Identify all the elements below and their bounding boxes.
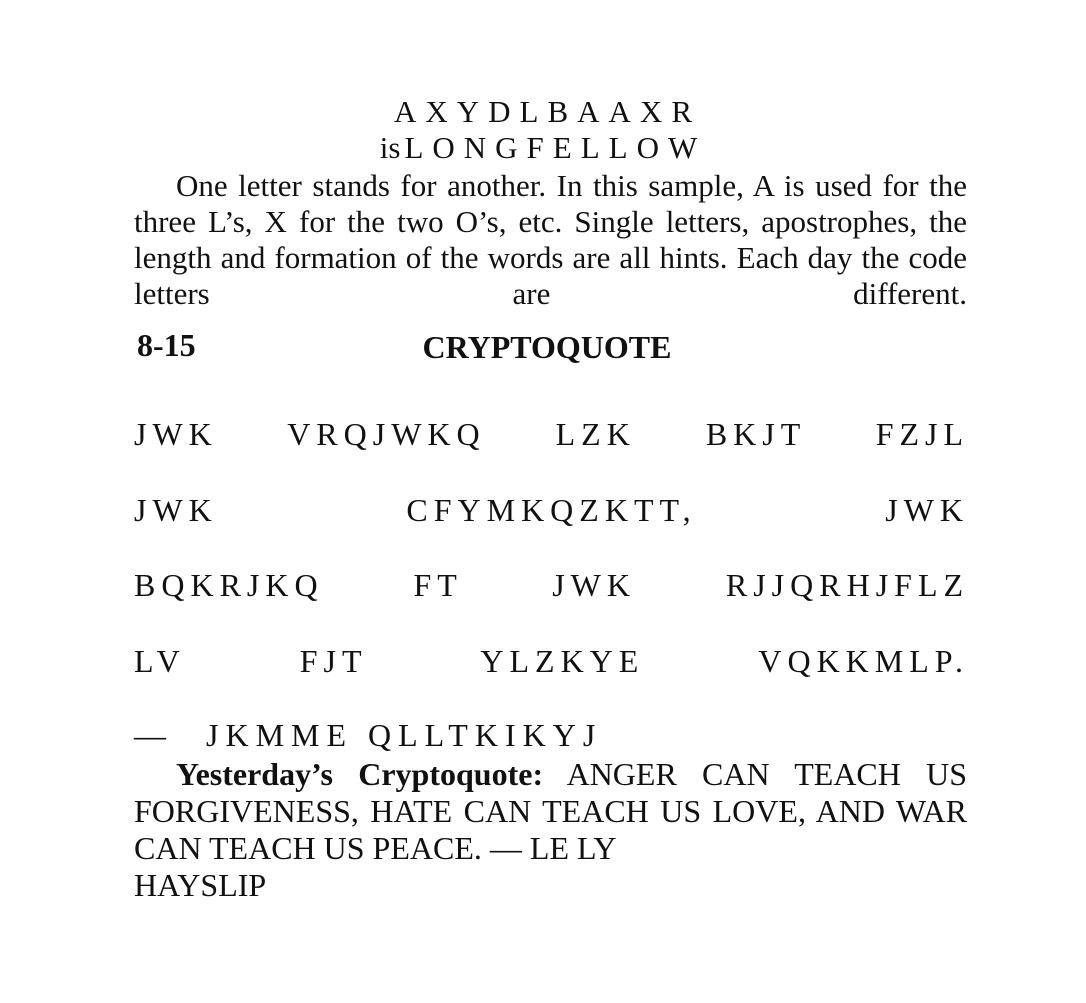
cipher-author-line [134, 716, 602, 754]
cipher-word: VQKKMLP. [758, 643, 970, 679]
cipher-word: CFYMKQZKTT, [406, 492, 697, 528]
cipher-word: FJT [299, 643, 367, 679]
yesterday-label: Yesterday’s Cryptoquote: [176, 756, 544, 792]
cipher-line-2 [134, 491, 969, 529]
cipher-word: FZJL [875, 416, 970, 452]
cipher-line-3 [134, 566, 969, 604]
cipher-author: JKMME QLLTKIKYJ [206, 717, 603, 753]
instructions-line-2: for the three L’s, X for the two O’s, etc. Single letters, [134, 168, 967, 239]
cipher-line-4 [134, 642, 969, 680]
sample-plain-word: LONGFELLOW [404, 130, 707, 165]
cipher-word: LV [134, 643, 186, 679]
cipher-word: JWK [134, 492, 218, 528]
puzzle-number: 8-15 [137, 327, 196, 363]
author-dash: — [134, 717, 166, 753]
cipher-word: VRQJWKQ [287, 416, 486, 452]
sample-plain-line [0, 130, 1086, 166]
cipher-word: RJJQRHJFLZ [725, 567, 970, 603]
cipher-word: BQKRJKQ [134, 567, 324, 603]
cipher-word: YLZKYE [480, 643, 645, 679]
yesterday-line-1: ANGER CAN TEACH [566, 756, 901, 792]
yesterday-line-4: HAYSLIP [134, 867, 267, 903]
cipher-line-1 [134, 415, 969, 453]
cipher-word: JWK [134, 416, 218, 452]
sample-is-text: is [379, 130, 401, 165]
puzzle-title: CRYPTOQUOTE [422, 329, 672, 365]
cipher-word: FT [413, 567, 463, 603]
cipher-word: JWK [552, 567, 636, 603]
instructions-line-1: One letter stands for another. In this sample, A is used [176, 168, 872, 203]
yesterday-line-3: AND WAR CAN TEACH US PEACE. — LE LY [134, 793, 968, 866]
sample-coded-word: AXYDLBAAXR [394, 94, 701, 129]
cipher-word: BKJT [705, 416, 806, 452]
cipher-word: JWK [885, 492, 970, 528]
yesterday-answer [134, 756, 967, 904]
cipher-word: LZK [555, 416, 636, 452]
yesterday-line-2: US FORGIVENESS, HATE CAN TEACH US LOVE, [134, 756, 968, 829]
instructions-line-3: apostrophes, the length and formation of the words [134, 204, 967, 275]
instructions-line-4: are all hints. Each day the code letters are different. [134, 240, 967, 311]
instructions-paragraph [134, 168, 967, 312]
